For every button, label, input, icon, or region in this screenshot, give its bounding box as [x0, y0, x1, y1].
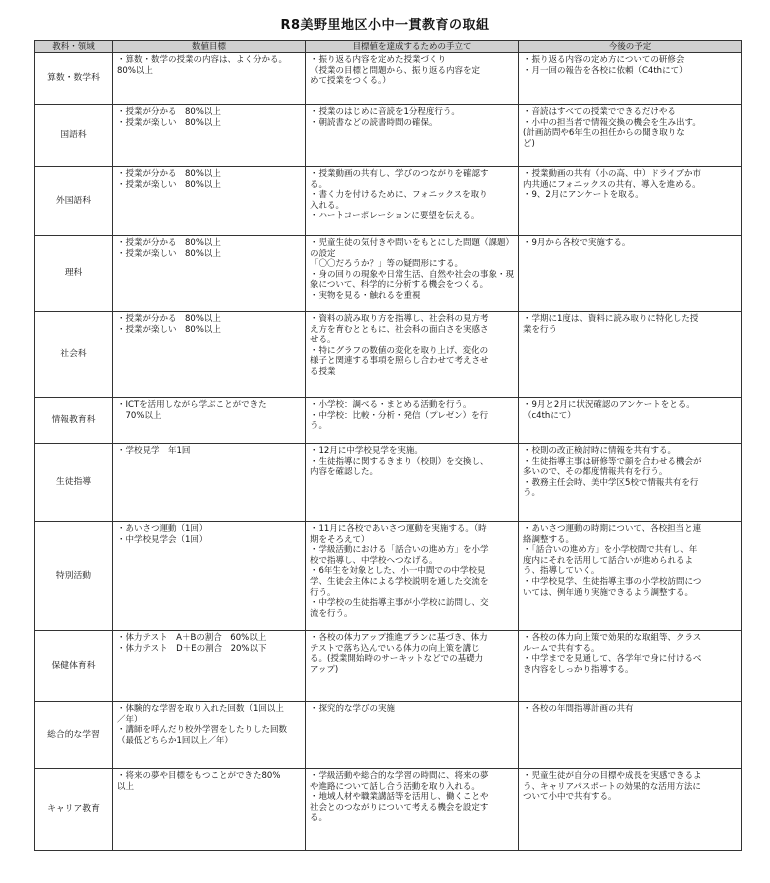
means-cell	[306, 312, 519, 398]
goal-item: ・中学校見学会（1回）	[117, 534, 208, 545]
plan-cell	[519, 312, 742, 398]
plan-item: ・授業動画の共有（小の高、中）ドライブか市 内共通にフォニックスの共有、導入を進める。	[523, 169, 701, 190]
plan-cell	[519, 53, 742, 105]
goal-cell	[113, 444, 306, 522]
plan-item: ・音読はすべての授業でできるだけやる	[523, 107, 676, 117]
table-row	[35, 398, 742, 444]
goal-cell	[113, 522, 306, 631]
plan-cell	[519, 631, 742, 702]
plan-item: ・中学までを見通して、各学年で身に付けるべ き内容をしっかり指導する。	[523, 654, 702, 675]
means-item: ・実物を見る・触れるを重視	[310, 290, 421, 301]
plan-item: ・児童生徒が自分の目標や成長を実感できるよ う、キャリアパスポートの効果的な活用方法に ついて小中で共有する。	[523, 771, 702, 803]
means-item: ・6年生を対象とした、小一中間での中学校見 学、生徒会主体による学校説明を通した交流を 行う。	[310, 566, 489, 598]
table-row	[35, 769, 742, 851]
means-cell	[306, 522, 519, 631]
header-means: 目標値を達成するための手立て	[306, 41, 519, 53]
goal-item: ・体験的な学習を取り入れた回数（1回以上 ／年）	[117, 704, 284, 725]
means-item: ・生徒指導に関するきまり（校則）を交換し、 内容を確認した。	[310, 456, 489, 478]
means-item: ・地域人材や職業講話等を活用し、働くことや 社会とのつながりについて考える機会を設定す る。	[310, 792, 489, 824]
goal-item: ・授業が楽しい 80%以上	[117, 179, 221, 190]
means-item: ・各校の体力アップ推進プランに基づき、体力 テストで落ち込んでいる体力の向上策を講じ る。(授業開始時のサーキットなどでの基礎力 アップ)	[310, 633, 488, 675]
curriculum-table	[34, 40, 742, 851]
plan-item: ・月一回の報告を各校に依頼（C4thにて）	[523, 65, 688, 76]
table-row	[35, 312, 742, 398]
goal-cell	[113, 312, 306, 398]
goal-item: ・将来の夢や目標をもつことができた80% 以上	[117, 771, 281, 792]
means-item: ・学級活動における「話合いの進め方」を小学 校で指導し、中学校へつなげる。	[310, 545, 489, 566]
plan-item: ・9月と2月に状況確認のアンケートをとる。 （c4thにて）	[523, 400, 695, 421]
subject-cell: 理科	[35, 236, 113, 312]
plan-item: ・各校の体力向上策で効果的な取組等、クラス ルームで共有する。	[523, 633, 702, 654]
table-row	[35, 105, 742, 167]
subject-cell: 情報教育科	[35, 398, 113, 444]
plan-cell	[519, 769, 742, 851]
plan-item: ・生徒指導主事は研修等で顔を合わせる機会が 多いので、その都度情報共有を行う。	[523, 456, 702, 478]
plan-item: ・教務主任会時、美中学区5校で情報共有を行 う。	[523, 477, 699, 499]
goal-item: ・体力テスト A＋Bの割合 60%以上	[117, 633, 267, 643]
plan-item: ・「話合いの進め方」を小学校間で共有し、年 度内にそれを活用して話合いが進められるよ う、指導していく。	[523, 545, 698, 577]
goal-item: ・算数・数学の授業の内容は、よく分かる。 80%以上	[117, 55, 288, 76]
means-item: ・児童生徒の気付きや問いをもとにした問題（課題） の設定 「〇〇だろうか？」等の疑問形にする。	[310, 238, 515, 270]
table-row	[35, 702, 742, 769]
goal-cell	[113, 769, 306, 851]
header-subject: 教科・領域	[35, 41, 113, 53]
goal-cell	[113, 167, 306, 236]
goal-item: ・授業が楽しい 80%以上	[117, 117, 221, 128]
means-cell	[306, 631, 519, 702]
goal-item: ・授業が分かる 80%以上	[117, 107, 221, 117]
means-cell	[306, 105, 519, 167]
subject-cell: 総合的な学習	[35, 702, 113, 769]
table-row	[35, 631, 742, 702]
goal-item: ・授業が楽しい 80%以上	[117, 248, 221, 259]
goal-cell	[113, 398, 306, 444]
subject-cell: キャリア教育	[35, 769, 113, 851]
header-future-plan: 今後の予定	[519, 41, 742, 53]
goal-cell	[113, 631, 306, 702]
goal-cell	[113, 236, 306, 312]
goal-item: ・学校見学 年1回	[117, 446, 191, 456]
subject-cell: 算数・数学科	[35, 53, 113, 105]
subject-cell: 特別活動	[35, 522, 113, 631]
means-item: ・書く力を付けるために、フォニックスを取り 入れる。	[310, 190, 488, 211]
means-cell	[306, 444, 519, 522]
goal-cell	[113, 53, 306, 105]
means-item: ・12月に中学校見学を実施。	[310, 446, 423, 456]
means-cell	[306, 398, 519, 444]
means-item: ・探究的な学びの実施	[310, 704, 396, 714]
plan-cell	[519, 398, 742, 444]
subject-cell: 保健体育科	[35, 631, 113, 702]
means-item: ・学級活動や総合的な学習の時間に、将来の夢 や進路について話し合う活動を取り入れる。	[310, 771, 489, 792]
page-title: R8美野里地区小中一貫教育の取組	[280, 18, 490, 33]
plan-cell	[519, 105, 742, 167]
means-item: ・身の回りの現象や日常生活、自然や社会の事象・現 象について、科学的に分析する機会をつくる。	[310, 269, 515, 291]
subject-cell: 国語科	[35, 105, 113, 167]
goal-item: ・あいさつ運動（1回）	[117, 524, 208, 534]
subject-cell: 社会科	[35, 312, 113, 398]
goal-item: ・授業が分かる 80%以上	[117, 314, 221, 324]
goal-item: ・授業が分かる 80%以上	[117, 169, 221, 179]
goal-cell	[113, 702, 306, 769]
means-item: ・授業のはじめに音読を1分程度行う。	[310, 107, 460, 117]
plan-cell	[519, 444, 742, 522]
means-item: ・資料の読み取り方を指導し、社会科の見方考 え方を育むとともに、社会科の面白さを実感さ せる。	[310, 314, 489, 346]
plan-item: ・振り返る内容の定め方についての研修会	[523, 55, 685, 65]
goal-cell	[113, 105, 306, 167]
table-row	[35, 444, 742, 522]
plan-item: ・学期に1度は、資料に読み取りに特化した授 業を行う	[523, 314, 699, 335]
plan-item: ・あいさつ運動の時期について、各校担当と連 絡調整する。	[523, 524, 702, 545]
plan-item: ・校則の改正検討時に情報を共有する。	[523, 446, 677, 456]
table-row	[35, 522, 742, 631]
subject-cell: 外国語科	[35, 167, 113, 236]
plan-cell	[519, 236, 742, 312]
plan-cell	[519, 167, 742, 236]
means-item: ・中学校の生徒指導主事が小学校に訪問し、交 流を行う。	[310, 598, 489, 619]
goal-item: ・体力テスト D＋Eの割合 20%以下	[117, 643, 267, 654]
plan-item: ・小中の担当者で情報交換の機会を生み出す。 (計画訪問や6年生の担任からの聞き取りな ど)	[523, 117, 701, 149]
means-item: ・中学校：比較・分析・発信（プレゼン）を行 う。	[310, 410, 489, 432]
header-numeric-goal: 数値目標	[113, 41, 306, 53]
plan-item: ・9、2月にアンケートを取る。	[523, 190, 644, 201]
means-item: ・朝読書などの読書時間の確保。	[310, 117, 438, 128]
plan-cell	[519, 702, 742, 769]
goal-item: ・授業が分かる 80%以上	[117, 238, 221, 248]
plan-cell	[519, 522, 742, 631]
header-row	[35, 41, 742, 53]
means-item: ・小学校：調べる・まとめる活動を行う。	[310, 400, 472, 410]
means-item: ・ハートコーポレーションに要望を伝える。	[310, 211, 480, 222]
means-item: ・特にグラフの数値の変化を取り上げ、変化の 様子と関連する事項を照らし合わせて考えさせ る授業	[310, 345, 489, 377]
goal-item: ・授業が楽しい 80%以上	[117, 324, 221, 335]
means-cell	[306, 769, 519, 851]
goal-item: ・講師を呼んだり校外学習をしたりした回数 （最低どちらか1回以上／年）	[117, 725, 288, 746]
means-cell	[306, 702, 519, 769]
means-cell	[306, 53, 519, 105]
means-item: ・振り返る内容を定めた授業づくり （授業の目標と問題から、振り返る内容を定 めて授業をつくる。）	[310, 55, 481, 87]
table-row	[35, 167, 742, 236]
plan-item: ・中学校見学、生徒指導主事の小学校訪問につ いては、例年通り実施できるよう調整する。	[523, 576, 702, 598]
plan-item: ・各校の年間指導計画の共有	[523, 704, 634, 714]
means-item: ・授業動画の共有し、学びのつながりを確認す る。	[310, 169, 489, 190]
goal-item: ・ICTを活用しながら学ぶことができた 70%以上	[117, 400, 267, 421]
table-row	[35, 53, 742, 105]
subject-cell: 生徒指導	[35, 444, 113, 522]
means-cell	[306, 236, 519, 312]
plan-item: ・9月から各校で実施する。	[523, 238, 631, 248]
means-item: ・11月に各校であいさつ運動を実施する。（時 期をそろえて）	[310, 524, 487, 545]
means-cell	[306, 167, 519, 236]
table-row	[35, 236, 742, 312]
